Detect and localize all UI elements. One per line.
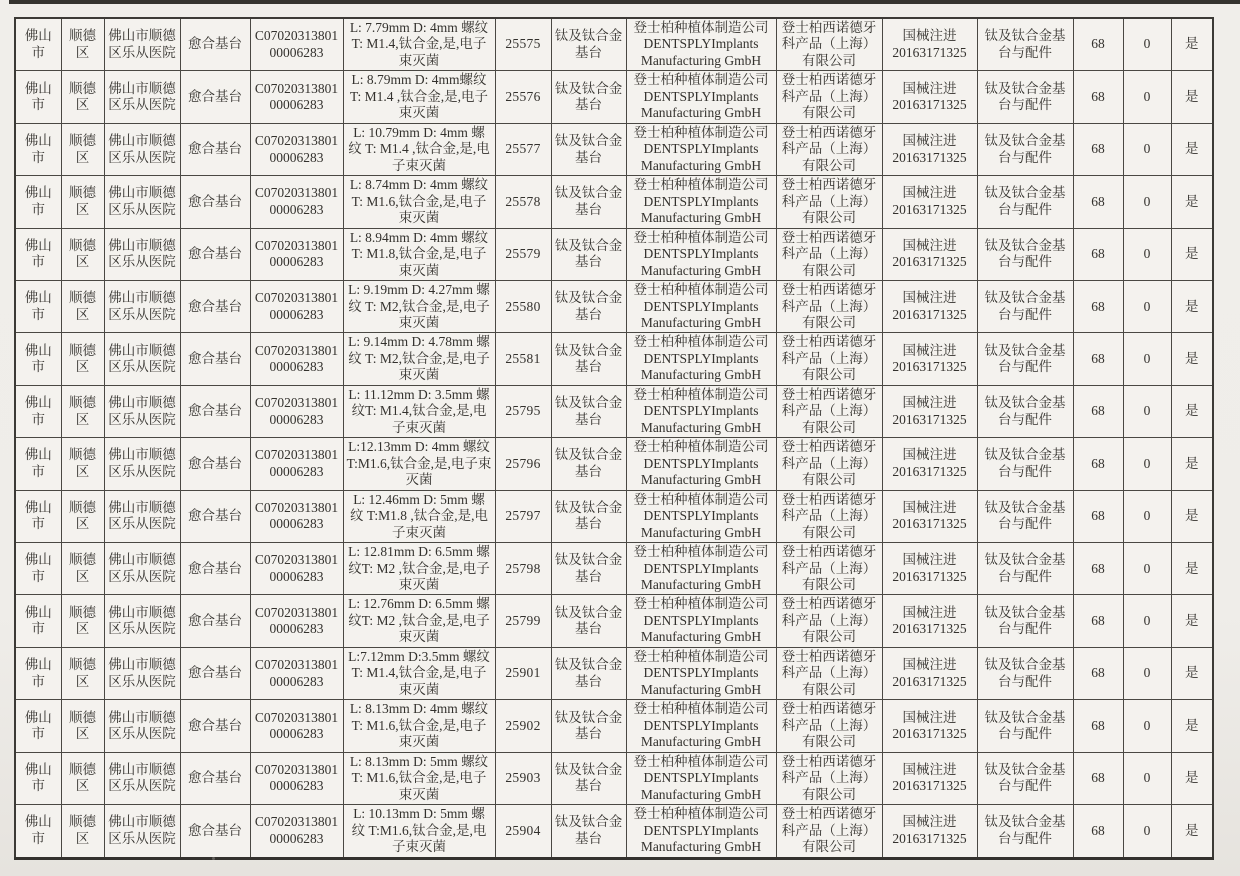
cell-product_category: 钛及钛合金基台 — [551, 18, 626, 71]
cell-value_b: 0 — [1123, 71, 1171, 123]
cell-agent: 登士柏西诺德牙科产品（上海）有限公司 — [776, 438, 882, 490]
cell-hospital: 佛山市顺德区乐从医院 — [104, 595, 180, 647]
cell-value_a: 68 — [1073, 595, 1123, 647]
cell-serial_no: 25579 — [495, 228, 551, 280]
cell-serial_no: 25578 — [495, 176, 551, 228]
cell-product_name: 愈合基台 — [180, 438, 250, 490]
cell-product_category: 钛及钛合金基台 — [551, 333, 626, 385]
cell-district: 顺德区 — [61, 490, 104, 542]
cell-value_b: 0 — [1123, 385, 1171, 437]
cell-city: 佛山市 — [15, 700, 61, 752]
cell-registration_no: 国械注进 20163171325 — [882, 543, 977, 595]
cell-flag: 是 — [1171, 123, 1213, 175]
cell-hospital: 佛山市顺德区乐从医院 — [104, 71, 180, 123]
cell-value_a: 68 — [1073, 490, 1123, 542]
cell-hospital: 佛山市顺德区乐从医院 — [104, 18, 180, 71]
cell-serial_no: 25580 — [495, 281, 551, 333]
table-row — [15, 385, 1213, 437]
cell-product_category: 钛及钛合金基台 — [551, 752, 626, 804]
cell-agent: 登士柏西诺德牙科产品（上海）有限公司 — [776, 18, 882, 71]
cell-city: 佛山市 — [15, 595, 61, 647]
cell-value_b: 0 — [1123, 18, 1171, 71]
cell-product_category: 钛及钛合金基台 — [551, 647, 626, 699]
cell-city: 佛山市 — [15, 805, 61, 858]
table-row — [15, 595, 1213, 647]
cell-agent: 登士柏西诺德牙科产品（上海）有限公司 — [776, 71, 882, 123]
cell-registered_product_name: 钛及钛合金基台与配件 — [977, 490, 1073, 542]
cell-manufacturer: 登士柏种植体制造公司 DENTSPLYImplants Manufacturing GmbH — [626, 543, 776, 595]
cell-specification: L: 8.79mm D: 4mm螺纹 T: M1.4 ,钛合金,是,电子束灭菌 — [343, 71, 495, 123]
cell-product_name: 愈合基台 — [180, 281, 250, 333]
cell-value_b: 0 — [1123, 176, 1171, 228]
cell-hospital: 佛山市顺德区乐从医院 — [104, 752, 180, 804]
cell-product_name: 愈合基台 — [180, 71, 250, 123]
table-body — [15, 18, 1213, 858]
cell-serial_no: 25799 — [495, 595, 551, 647]
cell-agent: 登士柏西诺德牙科产品（上海）有限公司 — [776, 700, 882, 752]
cell-district: 顺德区 — [61, 543, 104, 595]
table-row — [15, 543, 1213, 595]
cell-product_name: 愈合基台 — [180, 228, 250, 280]
cell-registered_product_name: 钛及钛合金基台与配件 — [977, 438, 1073, 490]
cell-city: 佛山市 — [15, 490, 61, 542]
cell-specification: L: 8.13mm D: 4mm 螺纹 T: M1.6,钛合金,是,电子束灭菌 — [343, 700, 495, 752]
table-row — [15, 71, 1213, 123]
cell-value_b: 0 — [1123, 647, 1171, 699]
cell-city: 佛山市 — [15, 228, 61, 280]
cell-serial_no: 25796 — [495, 438, 551, 490]
cell-agent: 登士柏西诺德牙科产品（上海）有限公司 — [776, 490, 882, 542]
cell-district: 顺德区 — [61, 752, 104, 804]
cell-registered_product_name: 钛及钛合金基台与配件 — [977, 18, 1073, 71]
cell-value_a: 68 — [1073, 123, 1123, 175]
cell-registration_no: 国械注进 20163171325 — [882, 18, 977, 71]
cell-hospital: 佛山市顺德区乐从医院 — [104, 647, 180, 699]
cell-value_b: 0 — [1123, 281, 1171, 333]
cell-serial_no: 25576 — [495, 71, 551, 123]
table-row — [15, 333, 1213, 385]
cell-product_category: 钛及钛合金基台 — [551, 438, 626, 490]
cell-manufacturer: 登士柏种植体制造公司 DENTSPLYImplants Manufacturing GmbH — [626, 71, 776, 123]
cell-record_code: C0702031380100006283 — [250, 490, 343, 542]
cell-record_code: C0702031380100006283 — [250, 438, 343, 490]
cell-flag: 是 — [1171, 647, 1213, 699]
cell-product_name: 愈合基台 — [180, 333, 250, 385]
cell-value_a: 68 — [1073, 805, 1123, 858]
cell-value_a: 68 — [1073, 752, 1123, 804]
cell-city: 佛山市 — [15, 543, 61, 595]
cell-record_code: C0702031380100006283 — [250, 543, 343, 595]
cell-registration_no: 国械注进 20163171325 — [882, 490, 977, 542]
cell-manufacturer: 登士柏种植体制造公司 DENTSPLYImplants Manufacturing GmbH — [626, 700, 776, 752]
cell-specification: L: 9.14mm D: 4.78mm 螺纹 T: M2,钛合金,是,电子束灭菌 — [343, 333, 495, 385]
cell-registered_product_name: 钛及钛合金基台与配件 — [977, 595, 1073, 647]
cell-district: 顺德区 — [61, 385, 104, 437]
device-table — [14, 17, 1214, 860]
cell-serial_no: 25798 — [495, 543, 551, 595]
cell-flag: 是 — [1171, 805, 1213, 858]
cell-value_a: 68 — [1073, 700, 1123, 752]
cell-flag: 是 — [1171, 228, 1213, 280]
cell-product_name: 愈合基台 — [180, 647, 250, 699]
cell-value_a: 68 — [1073, 438, 1123, 490]
cell-record_code: C0702031380100006283 — [250, 176, 343, 228]
cell-product_name: 愈合基台 — [180, 18, 250, 71]
cell-record_code: C0702031380100006283 — [250, 123, 343, 175]
cell-product_name: 愈合基台 — [180, 176, 250, 228]
scan-speck — [212, 857, 215, 860]
cell-registered_product_name: 钛及钛合金基台与配件 — [977, 385, 1073, 437]
cell-product_name: 愈合基台 — [180, 385, 250, 437]
cell-value_a: 68 — [1073, 228, 1123, 280]
cell-record_code: C0702031380100006283 — [250, 385, 343, 437]
cell-hospital: 佛山市顺德区乐从医院 — [104, 176, 180, 228]
cell-value_a: 68 — [1073, 647, 1123, 699]
cell-serial_no: 25577 — [495, 123, 551, 175]
cell-product_name: 愈合基台 — [180, 752, 250, 804]
cell-hospital: 佛山市顺德区乐从医院 — [104, 281, 180, 333]
cell-registered_product_name: 钛及钛合金基台与配件 — [977, 543, 1073, 595]
cell-value_b: 0 — [1123, 595, 1171, 647]
cell-hospital: 佛山市顺德区乐从医院 — [104, 438, 180, 490]
cell-flag: 是 — [1171, 18, 1213, 71]
cell-registered_product_name: 钛及钛合金基台与配件 — [977, 71, 1073, 123]
cell-agent: 登士柏西诺德牙科产品（上海）有限公司 — [776, 805, 882, 858]
cell-value_b: 0 — [1123, 490, 1171, 542]
cell-manufacturer: 登士柏种植体制造公司 DENTSPLYImplants Manufacturing GmbH — [626, 176, 776, 228]
cell-specification: L: 10.79mm D: 4mm 螺纹 T: M1.4 ,钛合金,是,电子束灭菌 — [343, 123, 495, 175]
cell-hospital: 佛山市顺德区乐从医院 — [104, 490, 180, 542]
cell-product_category: 钛及钛合金基台 — [551, 228, 626, 280]
cell-specification: L: 8.74mm D: 4mm 螺纹 T: M1.6,钛合金,是,电子束灭菌 — [343, 176, 495, 228]
cell-serial_no: 25795 — [495, 385, 551, 437]
cell-registration_no: 国械注进 20163171325 — [882, 805, 977, 858]
cell-hospital: 佛山市顺德区乐从医院 — [104, 543, 180, 595]
table-row — [15, 228, 1213, 280]
table-row — [15, 176, 1213, 228]
cell-agent: 登士柏西诺德牙科产品（上海）有限公司 — [776, 176, 882, 228]
cell-product_category: 钛及钛合金基台 — [551, 805, 626, 858]
cell-agent: 登士柏西诺德牙科产品（上海）有限公司 — [776, 752, 882, 804]
cell-hospital: 佛山市顺德区乐从医院 — [104, 700, 180, 752]
cell-value_b: 0 — [1123, 752, 1171, 804]
cell-manufacturer: 登士柏种植体制造公司 DENTSPLYImplants Manufacturing GmbH — [626, 438, 776, 490]
cell-record_code: C0702031380100006283 — [250, 752, 343, 804]
table-row — [15, 490, 1213, 542]
cell-registered_product_name: 钛及钛合金基台与配件 — [977, 333, 1073, 385]
cell-manufacturer: 登士柏种植体制造公司 DENTSPLYImplants Manufacturing GmbH — [626, 490, 776, 542]
cell-value_b: 0 — [1123, 123, 1171, 175]
cell-serial_no: 25581 — [495, 333, 551, 385]
cell-product_name: 愈合基台 — [180, 595, 250, 647]
cell-registration_no: 国械注进 20163171325 — [882, 123, 977, 175]
cell-specification: L: 12.46mm D: 5mm 螺纹 T:M1.8 ,钛合金,是,电子束灭菌 — [343, 490, 495, 542]
cell-value_b: 0 — [1123, 438, 1171, 490]
cell-record_code: C0702031380100006283 — [250, 700, 343, 752]
cell-registration_no: 国械注进 20163171325 — [882, 71, 977, 123]
cell-registration_no: 国械注进 20163171325 — [882, 647, 977, 699]
cell-specification: L: 8.94mm D: 4mm 螺纹 T: M1.8,钛合金,是,电子束灭菌 — [343, 228, 495, 280]
cell-district: 顺德区 — [61, 805, 104, 858]
table-row — [15, 805, 1213, 858]
cell-flag: 是 — [1171, 595, 1213, 647]
cell-agent: 登士柏西诺德牙科产品（上海）有限公司 — [776, 123, 882, 175]
cell-registered_product_name: 钛及钛合金基台与配件 — [977, 647, 1073, 699]
cell-hospital: 佛山市顺德区乐从医院 — [104, 123, 180, 175]
cell-registered_product_name: 钛及钛合金基台与配件 — [977, 123, 1073, 175]
cell-district: 顺德区 — [61, 228, 104, 280]
cell-serial_no: 25901 — [495, 647, 551, 699]
cell-record_code: C0702031380100006283 — [250, 71, 343, 123]
cell-record_code: C0702031380100006283 — [250, 595, 343, 647]
cell-registered_product_name: 钛及钛合金基台与配件 — [977, 752, 1073, 804]
cell-district: 顺德区 — [61, 123, 104, 175]
cell-specification: L: 8.13mm D: 5mm 螺纹 T: M1.6,钛合金,是,电子束灭菌 — [343, 752, 495, 804]
cell-hospital: 佛山市顺德区乐从医院 — [104, 333, 180, 385]
cell-product_name: 愈合基台 — [180, 543, 250, 595]
cell-hospital: 佛山市顺德区乐从医院 — [104, 805, 180, 858]
cell-product_category: 钛及钛合金基台 — [551, 595, 626, 647]
cell-district: 顺德区 — [61, 438, 104, 490]
cell-value_a: 68 — [1073, 176, 1123, 228]
cell-manufacturer: 登士柏种植体制造公司 DENTSPLYImplants Manufacturing GmbH — [626, 281, 776, 333]
cell-district: 顺德区 — [61, 176, 104, 228]
cell-registration_no: 国械注进 20163171325 — [882, 385, 977, 437]
cell-flag: 是 — [1171, 438, 1213, 490]
cell-record_code: C0702031380100006283 — [250, 18, 343, 71]
cell-city: 佛山市 — [15, 333, 61, 385]
cell-district: 顺德区 — [61, 700, 104, 752]
cell-manufacturer: 登士柏种植体制造公司 DENTSPLYImplants Manufacturing GmbH — [626, 18, 776, 71]
cell-district: 顺德区 — [61, 71, 104, 123]
cell-manufacturer: 登士柏种植体制造公司 DENTSPLYImplants Manufacturing GmbH — [626, 333, 776, 385]
table-row — [15, 123, 1213, 175]
cell-manufacturer: 登士柏种植体制造公司 DENTSPLYImplants Manufacturing GmbH — [626, 385, 776, 437]
cell-registration_no: 国械注进 20163171325 — [882, 333, 977, 385]
cell-specification: L: 7.79mm D: 4mm 螺纹T: M1.4,钛合金,是,电子束灭菌 — [343, 18, 495, 71]
cell-serial_no: 25903 — [495, 752, 551, 804]
cell-district: 顺德区 — [61, 18, 104, 71]
cell-product_name: 愈合基台 — [180, 700, 250, 752]
cell-city: 佛山市 — [15, 752, 61, 804]
cell-registration_no: 国械注进 20163171325 — [882, 438, 977, 490]
cell-specification: L: 10.13mm D: 5mm 螺纹 T:M1.6,钛合金,是,电子束灭菌 — [343, 805, 495, 858]
table-row — [15, 281, 1213, 333]
cell-flag: 是 — [1171, 281, 1213, 333]
cell-district: 顺德区 — [61, 333, 104, 385]
cell-specification: L: 9.19mm D: 4.27mm 螺纹 T: M2,钛合金,是,电子束灭菌 — [343, 281, 495, 333]
cell-registration_no: 国械注进 20163171325 — [882, 595, 977, 647]
cell-value_a: 68 — [1073, 333, 1123, 385]
cell-city: 佛山市 — [15, 647, 61, 699]
cell-specification: L: 12.81mm D: 6.5mm 螺纹T: M2 ,钛合金,是,电子束灭菌 — [343, 543, 495, 595]
cell-agent: 登士柏西诺德牙科产品（上海）有限公司 — [776, 647, 882, 699]
cell-district: 顺德区 — [61, 647, 104, 699]
cell-registration_no: 国械注进 20163171325 — [882, 700, 977, 752]
cell-city: 佛山市 — [15, 71, 61, 123]
cell-registered_product_name: 钛及钛合金基台与配件 — [977, 700, 1073, 752]
cell-value_b: 0 — [1123, 543, 1171, 595]
cell-product_category: 钛及钛合金基台 — [551, 176, 626, 228]
cell-flag: 是 — [1171, 490, 1213, 542]
cell-city: 佛山市 — [15, 385, 61, 437]
cell-registration_no: 国械注进 20163171325 — [882, 176, 977, 228]
cell-hospital: 佛山市顺德区乐从医院 — [104, 228, 180, 280]
cell-registration_no: 国械注进 20163171325 — [882, 752, 977, 804]
cell-agent: 登士柏西诺德牙科产品（上海）有限公司 — [776, 228, 882, 280]
cell-serial_no: 25575 — [495, 18, 551, 71]
cell-agent: 登士柏西诺德牙科产品（上海）有限公司 — [776, 385, 882, 437]
cell-specification: L:7.12mm D:3.5mm 螺纹 T: M1.4,钛合金,是,电子束灭菌 — [343, 647, 495, 699]
cell-specification: L:12.13mm D: 4mm 螺纹 T:M1.6,钛合金,是,电子束灭菌 — [343, 438, 495, 490]
cell-manufacturer: 登士柏种植体制造公司 DENTSPLYImplants Manufacturing GmbH — [626, 752, 776, 804]
cell-agent: 登士柏西诺德牙科产品（上海）有限公司 — [776, 595, 882, 647]
cell-flag: 是 — [1171, 333, 1213, 385]
cell-serial_no: 25904 — [495, 805, 551, 858]
cell-registration_no: 国械注进 20163171325 — [882, 281, 977, 333]
cell-district: 顺德区 — [61, 281, 104, 333]
cell-agent: 登士柏西诺德牙科产品（上海）有限公司 — [776, 543, 882, 595]
cell-hospital: 佛山市顺德区乐从医院 — [104, 385, 180, 437]
cell-value_b: 0 — [1123, 333, 1171, 385]
cell-value_a: 68 — [1073, 385, 1123, 437]
table-row — [15, 438, 1213, 490]
table-row — [15, 18, 1213, 71]
cell-product_category: 钛及钛合金基台 — [551, 281, 626, 333]
cell-manufacturer: 登士柏种植体制造公司 DENTSPLYImplants Manufacturing GmbH — [626, 595, 776, 647]
table-row — [15, 700, 1213, 752]
cell-flag: 是 — [1171, 543, 1213, 595]
cell-value_a: 68 — [1073, 71, 1123, 123]
cell-registration_no: 国械注进 20163171325 — [882, 228, 977, 280]
cell-city: 佛山市 — [15, 176, 61, 228]
cell-agent: 登士柏西诺德牙科产品（上海）有限公司 — [776, 333, 882, 385]
cell-registered_product_name: 钛及钛合金基台与配件 — [977, 281, 1073, 333]
cell-product_category: 钛及钛合金基台 — [551, 71, 626, 123]
cell-city: 佛山市 — [15, 281, 61, 333]
table-row — [15, 752, 1213, 804]
cell-record_code: C0702031380100006283 — [250, 647, 343, 699]
cell-agent: 登士柏西诺德牙科产品（上海）有限公司 — [776, 281, 882, 333]
cell-value_b: 0 — [1123, 700, 1171, 752]
cell-manufacturer: 登士柏种植体制造公司 DENTSPLYImplants Manufacturing GmbH — [626, 123, 776, 175]
cell-manufacturer: 登士柏种植体制造公司 DENTSPLYImplants Manufacturing GmbH — [626, 805, 776, 858]
cell-value_a: 68 — [1073, 543, 1123, 595]
cell-flag: 是 — [1171, 176, 1213, 228]
cell-registered_product_name: 钛及钛合金基台与配件 — [977, 176, 1073, 228]
cell-flag: 是 — [1171, 700, 1213, 752]
cell-city: 佛山市 — [15, 123, 61, 175]
cell-specification: L: 11.12mm D: 3.5mm 螺纹T: M1.4,钛合金,是,电子束灭菌 — [343, 385, 495, 437]
cell-registered_product_name: 钛及钛合金基台与配件 — [977, 228, 1073, 280]
cell-manufacturer: 登士柏种植体制造公司 DENTSPLYImplants Manufacturing GmbH — [626, 647, 776, 699]
cell-record_code: C0702031380100006283 — [250, 228, 343, 280]
cell-product_category: 钛及钛合金基台 — [551, 490, 626, 542]
cell-city: 佛山市 — [15, 438, 61, 490]
cell-value_a: 68 — [1073, 18, 1123, 71]
cell-record_code: C0702031380100006283 — [250, 281, 343, 333]
table-row — [15, 647, 1213, 699]
scan-artifact-top-edge — [9, 0, 1240, 4]
cell-registered_product_name: 钛及钛合金基台与配件 — [977, 805, 1073, 858]
cell-record_code: C0702031380100006283 — [250, 333, 343, 385]
cell-flag: 是 — [1171, 385, 1213, 437]
cell-product_name: 愈合基台 — [180, 490, 250, 542]
cell-product_name: 愈合基台 — [180, 123, 250, 175]
cell-specification: L: 12.76mm D: 6.5mm 螺纹T: M2 ,钛合金,是,电子束灭菌 — [343, 595, 495, 647]
cell-product_category: 钛及钛合金基台 — [551, 700, 626, 752]
cell-manufacturer: 登士柏种植体制造公司 DENTSPLYImplants Manufacturing GmbH — [626, 228, 776, 280]
cell-serial_no: 25797 — [495, 490, 551, 542]
cell-flag: 是 — [1171, 752, 1213, 804]
cell-city: 佛山市 — [15, 18, 61, 71]
cell-value_b: 0 — [1123, 805, 1171, 858]
cell-district: 顺德区 — [61, 595, 104, 647]
cell-product_category: 钛及钛合金基台 — [551, 123, 626, 175]
cell-record_code: C0702031380100006283 — [250, 805, 343, 858]
cell-value_b: 0 — [1123, 228, 1171, 280]
cell-product_category: 钛及钛合金基台 — [551, 543, 626, 595]
cell-serial_no: 25902 — [495, 700, 551, 752]
cell-product_category: 钛及钛合金基台 — [551, 385, 626, 437]
cell-flag: 是 — [1171, 71, 1213, 123]
cell-product_name: 愈合基台 — [180, 805, 250, 858]
cell-value_a: 68 — [1073, 281, 1123, 333]
